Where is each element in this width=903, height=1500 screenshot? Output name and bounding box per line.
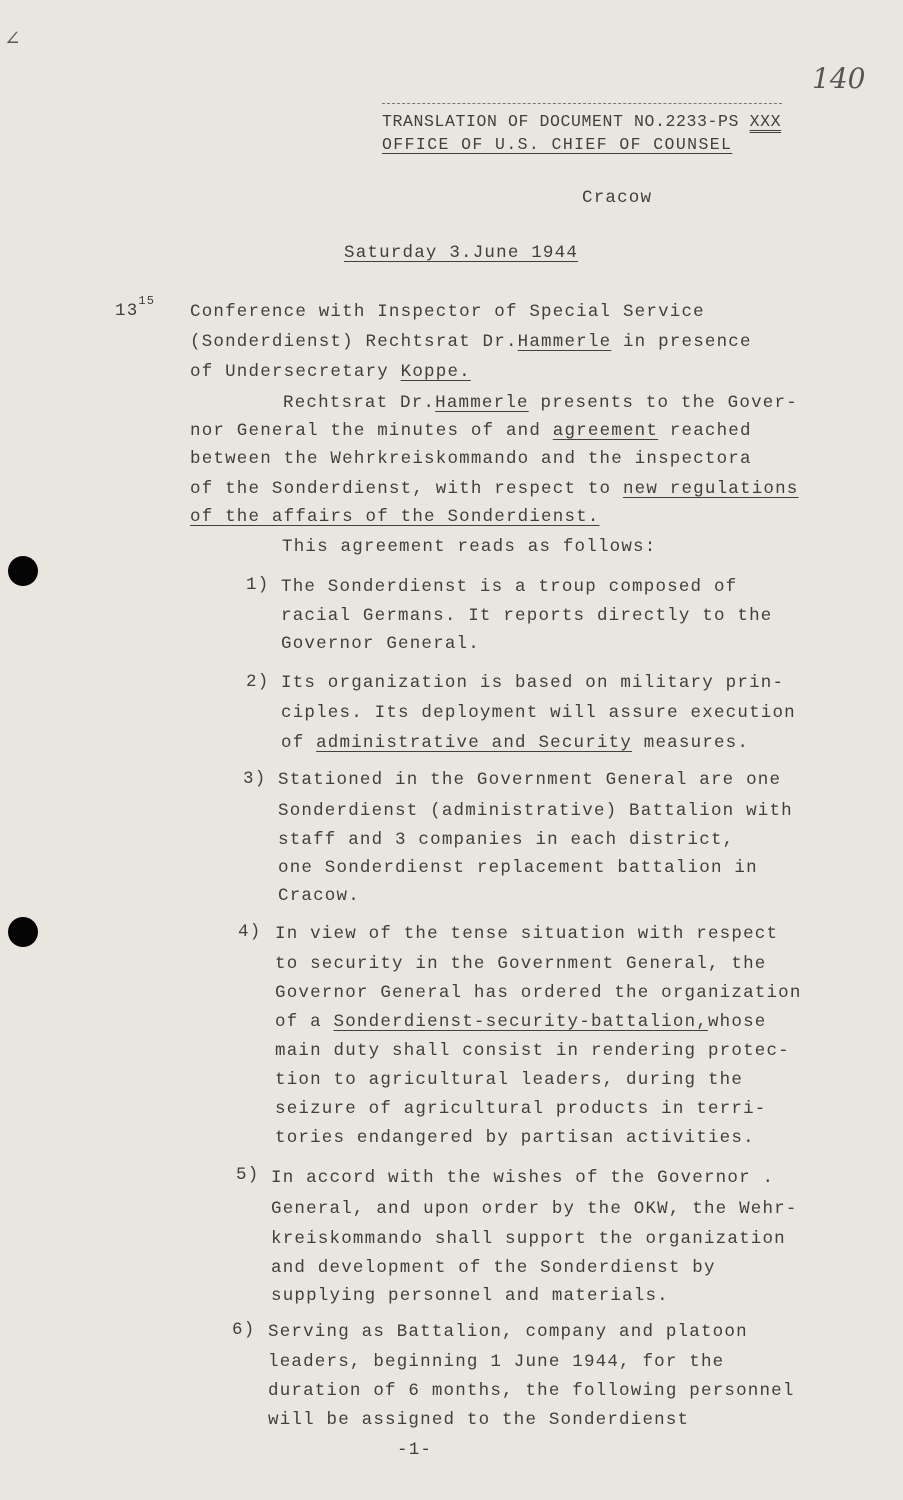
item-6-line-3: duration of 6 months, the following personnel [268, 1381, 795, 1401]
intro-line-2: (Sonderdienst) Rechtsrat Dr.Hammerle in presence [190, 332, 752, 352]
item-3-line-5: Cracow. [278, 886, 360, 906]
item-6-line-2: leaders, beginning 1 June 1944, for the [268, 1352, 725, 1372]
para2-line-4: of the Sonderdienst, with respect to new regulations [190, 479, 799, 499]
item-5-number: 5) [236, 1165, 260, 1185]
item-5-line-1: In accord with the wishes of the Governor . [271, 1168, 775, 1188]
item-4-line-3: Governor General has ordered the organization [275, 983, 802, 1003]
para2-line-1: Rechtsrat Dr.Hammerle presents to the Gover- [283, 393, 798, 413]
item-3-line-1: Stationed in the Government General are one [278, 770, 782, 790]
item-2-number: 2) [246, 672, 270, 692]
item-1-line-3: Governor General. [281, 634, 480, 654]
time-hour: 13 [115, 300, 139, 321]
intro-line-1: Conference with Inspector of Special Service [190, 302, 705, 322]
date-heading: Saturday 3.June 1944 [344, 243, 579, 263]
footer-page-number: -1- [397, 1440, 433, 1460]
item-5-line-3: kreiskommando shall support the organization [271, 1229, 786, 1249]
item-3-number: 3) [243, 769, 267, 789]
para2-line-3: between the Wehrkreiskommando and the inspectora [190, 449, 752, 469]
item-4-line-8: tories endangered by partisan activities. [275, 1128, 755, 1148]
item-6-line-4: will be assigned to the Sonderdienst [268, 1410, 690, 1430]
item-3-line-4: one Sonderdienst replacement battalion in [278, 858, 758, 878]
item-2-line-1: Its organization is based on military prin- [281, 673, 785, 693]
item-3-line-3: staff and 3 companies in each district, [278, 830, 735, 850]
header-top-rule [382, 103, 782, 104]
name-koppe: Koppe. [400, 362, 471, 382]
item-2-line-2: ciples. Its deployment will assure execution [281, 703, 796, 723]
item-6-number: 6) [232, 1320, 256, 1340]
para2-line-5: of the affairs of the Sonderdienst. [190, 507, 600, 527]
handwritten-page-number: 140 [812, 62, 866, 95]
item-2-line-3: of administrative and Security measures. [281, 733, 750, 753]
translation-header [382, 112, 781, 131]
agreement-intro: This agreement reads as follows: [282, 537, 657, 557]
item-4-line-2: to security in the Government General, the [275, 954, 767, 974]
item-1-number: 1) [246, 575, 270, 595]
document-series: XXX [749, 112, 782, 131]
item-1-line-1: The Sonderdienst is a troup composed of [281, 577, 738, 597]
item-5-line-2: General, and upon order by the OKW, the Wehr- [271, 1199, 798, 1219]
item-4-line-1: In view of the tense situation with respect [275, 924, 779, 944]
corner-pencil-mark: ∠ [4, 26, 21, 50]
office-header: OFFICE OF U.S. CHIEF OF COUNSEL [382, 135, 733, 154]
item-4-line-7: seizure of agricultural products in terri- [275, 1099, 767, 1119]
name-hammerle: Hammerle [517, 332, 612, 352]
translation-title: TRANSLATION OF DOCUMENT NO.2233-PS [382, 112, 740, 131]
item-3-line-2: Sonderdienst (administrative) Battalion with [278, 801, 793, 821]
time [115, 294, 156, 321]
punch-hole-top [8, 556, 38, 586]
item-5-line-5: supplying personnel and materials. [271, 1286, 669, 1306]
punch-hole-bottom [8, 917, 38, 947]
time-minutes: 15 [138, 294, 156, 308]
item-4-line-5: main duty shall consist in rendering protec- [275, 1041, 790, 1061]
item-4-line-6: tion to agricultural leaders, during the [275, 1070, 744, 1090]
item-6-line-1: Serving as Battalion, company and platoon [268, 1322, 748, 1342]
para2-line-2: nor General the minutes of and agreement reached [190, 421, 752, 441]
intro-line-3: of Undersecretary Koppe. [190, 362, 471, 382]
place: Cracow [582, 188, 653, 208]
item-1-line-2: racial Germans. It reports directly to the [281, 606, 773, 626]
item-5-line-4: and development of the Sonderdienst by [271, 1258, 716, 1278]
item-4-number: 4) [238, 922, 262, 942]
item-4-line-4: of a Sonderdienst-security-battalion,whose [275, 1012, 767, 1032]
